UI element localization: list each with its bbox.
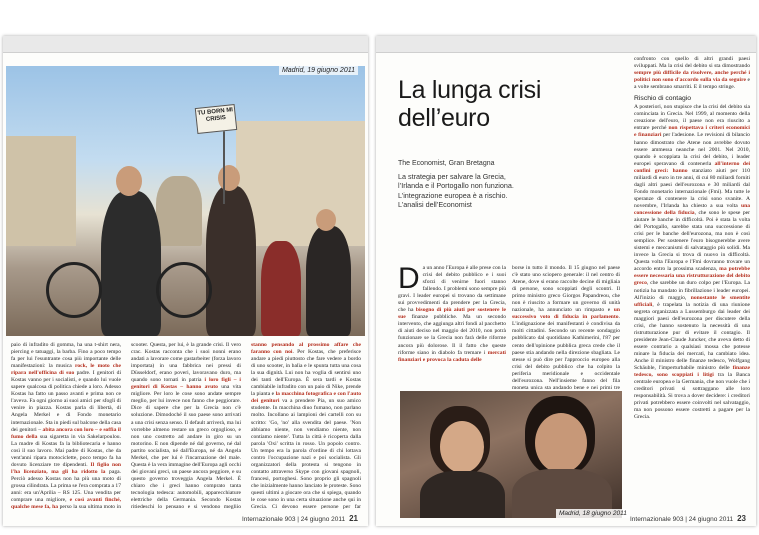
highlighted-text: Il figlio non l'ha licenziato, ma gli ha ridotto la: [11, 461, 121, 475]
person-body: [420, 471, 505, 518]
body-text: stanziato aiuti per 110 miliardi di euro in tre anni, di cui 80 miliardi forniti dagli altri paesi dell'eurozona e 30 miliardi dal Fondo monetario internazionale (Fmi). Ma tutte le speranze di contenere la crisi sono svanite. A novembre, l'Irlanda ha chiesto a sua volta: [634, 167, 750, 209]
bicycle-wheel: [46, 262, 102, 318]
body-text: borse in tutto il mondo. Il 15 giugno nel paese c'è stato uno sciopero generale: il nel centro di Atene, dove si erano raccolte decine di migliaia di persone, sono scoppiati degli scontri. Il primo ministro greco Giorgos Papandreou, che non è riuscito a formare un governo di unità nazionale, ha annunciato un rimpasto e: [512, 265, 620, 314]
bystander-person: [306, 226, 351, 336]
couple-photo: [400, 391, 622, 518]
person-face: [440, 421, 484, 473]
page-top-bar: [3, 36, 368, 53]
body-text: , che sono le spese per aiutare le banche in difficoltà. Poi è stata la volta del Portogallo, sarebbe stata una successione di crisi per le banche dell'eurozona, ma non è così semplice. Per sostenere l'euro bisognerebbe avere sistemi e meccanismi di salvataggio più solidi. Ma invece la Grecia si trova di nuovo in difficoltà. Questa volta l'Europa e l'Fmi dovranno trovare un accordo entro la prossima scadenza,: [634, 209, 750, 273]
column-paragraph: [512, 265, 620, 390]
drop-cap: D: [398, 265, 420, 295]
protest-photo: [6, 66, 365, 336]
footer-text: Internazionale 903 | 24 giugno 2011: [241, 516, 346, 523]
column-paragraph: [131, 342, 241, 510]
photo-caption: Madrid, 18 giugno 2011: [556, 509, 630, 518]
building: [236, 121, 365, 246]
person-head: [116, 166, 142, 196]
highlighted-text: ma potrebbe essere necessaria una ristrutturazione del debito greco: [634, 266, 750, 287]
column-paragraph: [251, 342, 361, 510]
body-text: padre. I genitori di Kostas vanno per i socialisti, e quando lui vuole sapere qualcosa di politica chiede a loro. Adesso Kostas ha fatto un passo avanti e prima non ce l'aveva. Fa ogni giorno ai suoi amici per sfogli di venire in piazza. Kostas parla di libertà, di Angela Merkel e di Fondo monetario internazionale. Sta in piedi sul balcone della casa dei genitori –: [11, 370, 121, 433]
page-footer: [242, 514, 358, 523]
highlighted-text: non rispettava i criteri economici e finanziari: [634, 125, 750, 139]
article-headline: La lunga crisi dell’euro: [398, 76, 542, 132]
body-text: a un anno l'Europa è alle prese con la crisi del debito pubblico e i suoi sforzi di venirne fuori stanno fallendo. I problemi sono sempre più gravi. I leader europei si trovano da settimane sui provvedimenti da prendere per la Grecia, che ha: [398, 265, 506, 314]
highlighted-text: abita ancora con loro – e soffia il fumo della: [11, 426, 121, 440]
fountain: [156, 176, 202, 246]
highlighted-text: mercati finanziari e provoca la caduta delle: [398, 349, 506, 363]
highlighted-text: i loro figli – i genitori di Kostas – hanno avuto: [131, 377, 241, 391]
body-text: perso la sua ultima moto in: [59, 504, 121, 510]
text-column: [512, 265, 620, 390]
body-text: finanze pubbliche. Ma un secondo intervento, che aggiunga altri fondi al pacchetto di aiuti deciso nel maggio del 2010, non potrà funzionare se la Grecia non farà delle riforme ancora più dolorose. Il il fatto che queste riforme siano in diabolo fa tremare i: [398, 314, 506, 356]
page-number: 21: [349, 514, 358, 523]
person-face: [535, 413, 587, 473]
building: [6, 136, 76, 246]
body-text: , che sarebbe un duro colpo per l'Europa. La notizia ha mandato in fibrillazione i leader europei. All'inizio di maggio,: [634, 280, 750, 301]
bicycle-wheel: [156, 262, 212, 318]
highlighted-text: finanze tedesco, sono scoppiati i litigi: [634, 365, 750, 379]
page-number: 23: [737, 514, 746, 523]
column-paragraph: [11, 342, 121, 510]
article-body-right-column: [634, 56, 750, 508]
highlighted-text: la macchina fotografica e con l'auto dei genitori: [251, 391, 361, 405]
right-page: [376, 36, 756, 526]
highlighted-text: all'interno dei confini greci: hanno: [634, 160, 750, 174]
text-column: [131, 342, 241, 510]
highlighted-text: rock, le moto che ripara nell'officina di suo: [11, 363, 121, 377]
column-paragraph: [634, 56, 750, 91]
sign-pole: [223, 124, 225, 204]
section-heading: Rischio di contagio: [634, 95, 692, 103]
article-body-left: [11, 342, 362, 510]
highlighted-text: e così avanti finché, qualche mese fa, ha: [11, 497, 121, 510]
footer-text: Internazionale 903 | 24 giugno 2011: [629, 516, 734, 523]
column-paragraph: [634, 104, 750, 421]
sign-holder-person: [206, 186, 256, 336]
body-text: A posteriori, non stupisce che la crisi del debito sia cominciata in Grecia. Nel 1999, al momento della creazione dell'euro, il paese non era riuscito a entrare perché: [634, 104, 750, 132]
highlighted-text: una concessione della fiducia: [634, 202, 750, 216]
body-text: va a prendere Pia, un suo amico studente. In macchina diuo fumano, non parlano molto. Incollano ai lampioni dei cartelli con su scritto: 'Go, 'no' alla svendita del paese. 'Non abbiamo niente, non vendiamo niente, non contiamo niente'. Tutta la città è ricoperta dalla parola 'Oxi' scritta in rosso. Un popolo contro. Un tempo era la parola d'ordine di chi lottava contro l'occupazione nazi e poi socialista. Gli organizzatori della protesta si tengono in contatto attraverso Skype con giovani spagnoli, francesi, portoghesi. Sono proprio gli spagnoli che inizialmente hanno lanciato le proteste. Sono questi ultimi a giocare ora che si spiega, quando le cose sono in una certa situazione anche qui in Grecia. Ci devono essere persone per far: [251, 398, 361, 510]
body-text: paio di infradito di gomma, ha una t-shirt nera, piercing e tatuaggi, la barba. Fino a poco tempo fa per lui l'esuntrante cosa più importante delle manifestazioni: la musica: [11, 342, 121, 370]
article-standfirst: La strategia per salvare la Grecia, l’Irlanda e il Portogallo non funziona. L’integrazione europea è a rischio. L’analisi dell’Economist: [398, 172, 514, 210]
cyclist-person: [101, 191, 161, 336]
highlighted-text: nonostante le smentite ufficiali: [634, 294, 750, 308]
text-column: [251, 342, 361, 510]
article-source: The Economist, Gran Bretagna: [398, 160, 495, 167]
bystander-person: [261, 241, 301, 336]
body-text: tra la Banca centrale europea e la Germania, che non vuole che i creditori privati si sottraggano alle loro responsabilità. Si trova a dover decidere: i creditori privati potrebbero essere coinvolti nel salvataggio, ma non possono essere costretti a pagare per la Grecia.: [634, 372, 750, 421]
highlighted-text: sempre più difficile da risolvere, anche perché i politici non sono d'accordo sulla via da seguire: [634, 70, 750, 84]
body-text: e a volte sembrano smarriti. E il tempo stringe.: [634, 77, 750, 91]
article-body-right: [398, 265, 620, 390]
page-footer: [630, 514, 746, 523]
highlighted-text: stanno pensando al prossimo affare che faranno con noi: [251, 342, 361, 356]
body-text: una vita migliore. Per loro le cose sono andate sempre meglio, per lui invece non fanno che peggiorare. Dice di sapere che per la Grecia non c'è soluzione. Dimodoché il suo paese sono arrivati a una crisi senza senso. Il default arriverà, ma lui vorrebbe almeno restare un greco orgoglioso, e non uno costretto ad andare in giro su un motorino. E non dipende né dal governo, né dal partito socialista, né dall'Europa, né da Angela Merkel, che per lui è l'incarnazione del male. Questa è la vera immagine dell'Europa agli occhi dei giovani greci, un paese ancora peggiore, e su questo governo troveggia Angela Merkel. È chiaro che i greci hanno comprato tanta tecnologia tedesca: automobili, apparecchiature elettriche della Germania. Secondo Kostas ritiedeschi lo pensano e si vendono megliio: [131, 384, 241, 510]
photo-caption: Madrid, 19 giugno 2011: [279, 66, 358, 75]
body-text: sua sigaretta in via Sakelarpoulou. La madre di Kostas fa la bibliotecaria e hanno così il suo lavoro. Mai padre di Kostas, che da vent'anni ripara motociclette, poco tempo fa ha dovuto licenziare tre dipendenti.: [11, 433, 121, 468]
text-column: [11, 342, 121, 510]
left-page: [3, 36, 368, 526]
body-text: paga. Perciò adesso Kostas non ha più una moto di grossa cilindrata. La prima se l'era comprata a 17 anni: era un'Aprilia – RS 125. Una vendita per comprare una migliore,: [11, 468, 121, 504]
highlighted-text: un successivo voto di fiducia in parlamento: [512, 307, 620, 321]
protest-sign: TU BORN MI CRISIS: [195, 104, 237, 134]
page-top-bar: [376, 36, 756, 53]
body-text: scooter. Questa, per lui, è la grande crisi. Il vero crac. Kostas racconta che i suoi nonni erano andati a lavorare come gastarbeiter (forza lavoro importata) in una fabbrica nei pressi di Düsseldorf, erano poveri, lavoravano duro, ma quando sono tornati in patria: [131, 342, 241, 384]
body-text: . L'indignazione dei manifestanti è condivisa da molti cittadini. Secondo un recente sondaggio pubblicato dal quotidiano Kathimerini, l'87 per cento dell'opinione pubblica greca crede che il paese stia andando nella direzione sbagliata. Le stesse si può dire per l'approccio europeo alla crisi del debito pubblico che ha colpito la periferia meridionale e occidentale dell'eurozona. Nell'insieme fanno del fila moneta unica sta andando bene e nei primi tre: [512, 314, 620, 390]
body-text: per l'adesione. Le revisioni di bilancio hanno dimostrato che Atene non avrebbe dovuto essere ammessa neanche nel 2001. Nel 2010, quando è scoppiata la crisi del debito, i leader europei speravano di contenerla: [634, 132, 750, 167]
body-text: . Per Kostas, che preferisce andare a piedi piuttosto che fare vedere a bordo di uno scooter, in balìa e le spunta tutta una cosa la sua dignità. Lui non ha voglia di sentirsi uno dei tanti dell'Europa. È sera tardi e Kostas cambiabile infradito con un paio di Nike, prende la pianta e: [251, 349, 361, 398]
person-head: [316, 209, 336, 231]
text-column: [398, 265, 506, 390]
person-head: [218, 165, 240, 191]
body-text: confronto con quello di altri grandi paesi sviluppati. Ma la crisi del debito si sta dimostrando: [634, 56, 750, 70]
highlighted-text: bisogno di più aiuti per sostenere le sue: [398, 307, 506, 321]
body-text: , è trapelata la notizia di una riunione segreta organizzata a Lussemburgo dai leader dei maggiori paesi dell'eurozona per discutere della crisi, che hanno sostenuto la necessità di una ristrutturazione pur di evitare il contagio. Il presidente Jean-Claude Juncker, che aveva detto di essere contrario a qualsiasi mossa che potesse minare la fiducia dei mercati, ha cambiato idea. Anche il ministro delle finanze tedesco, Wolfgang Schäuble, l'imperturbabile ministro delle: [634, 301, 750, 372]
